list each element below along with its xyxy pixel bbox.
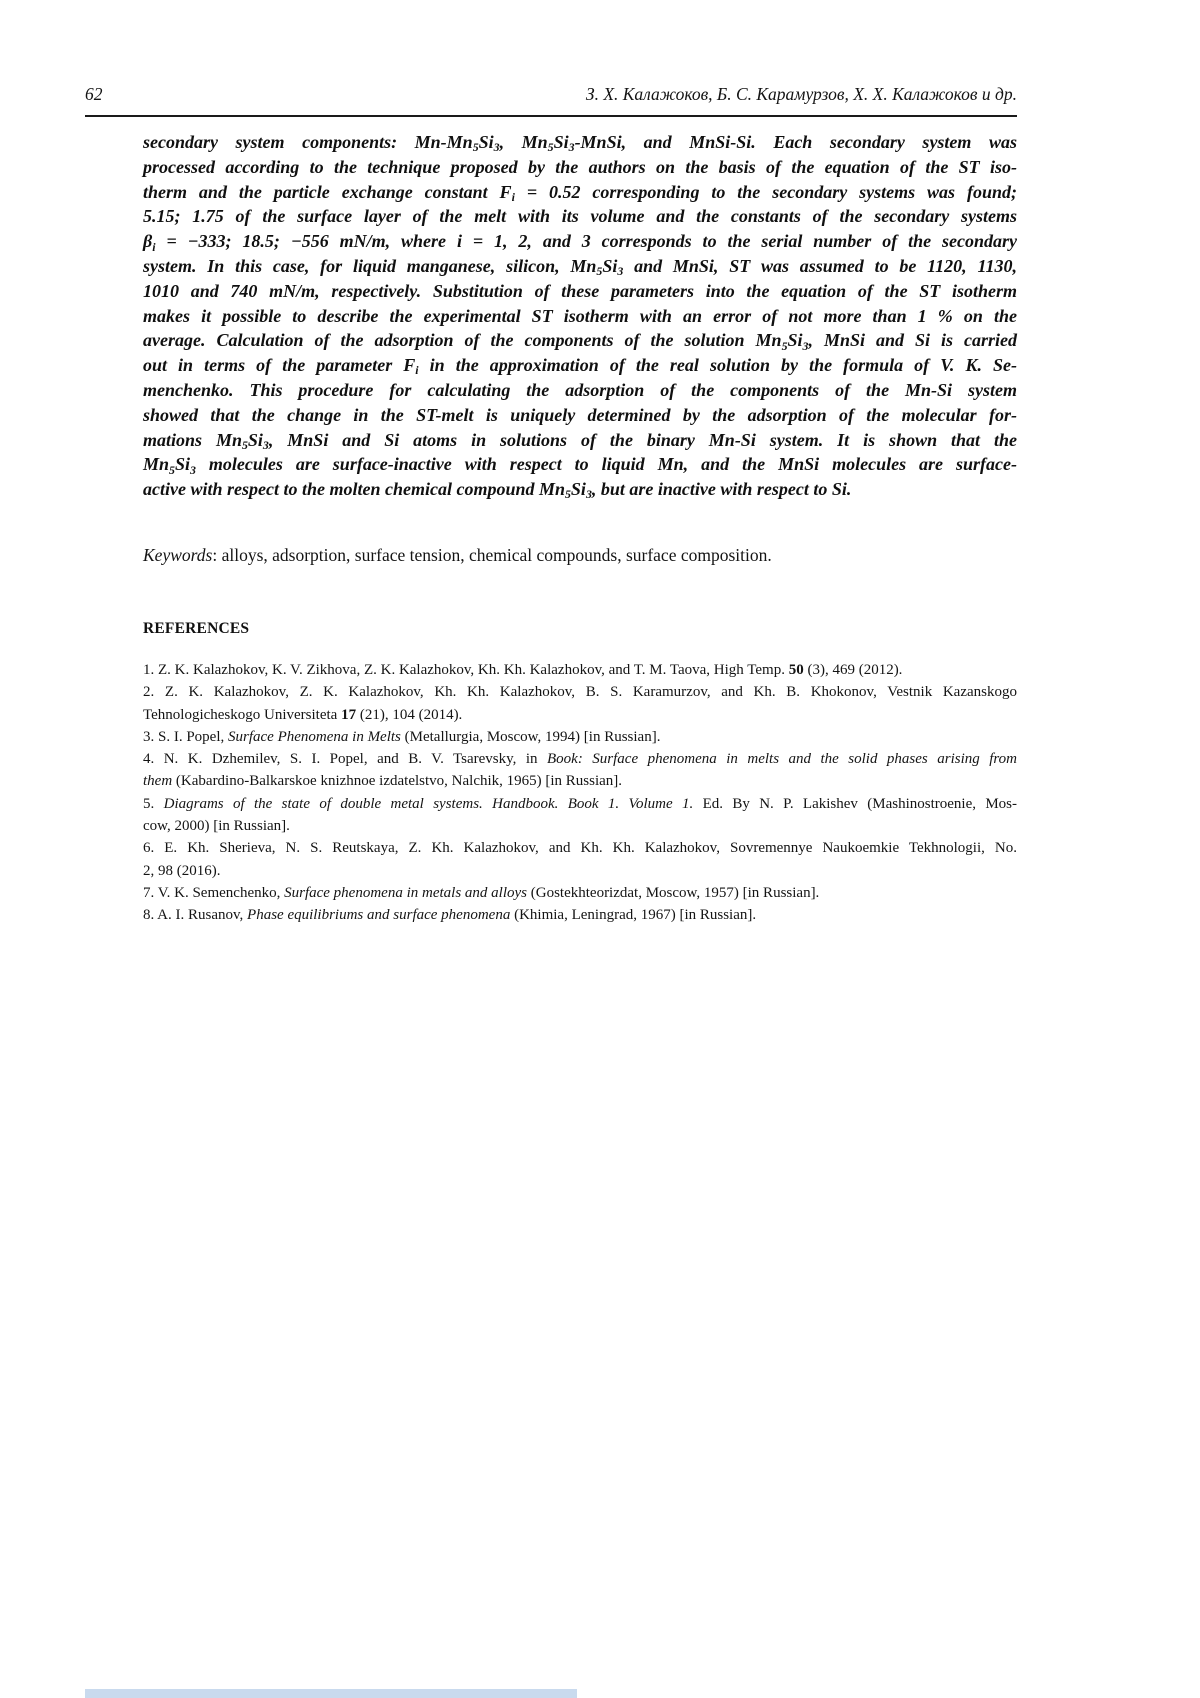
abstract-line: secondary system components: $Mn-Mn_5Si_3$, $Mn_5Si_3$-MnSi, and MnSi-Si. Each secondary system was (143, 132, 1017, 155)
running-head: З. Х. Калажоков, Б. С. Карамурзов, Х. Х. Калажоков и др. (585, 84, 1017, 104)
references-heading: REFERENCES (143, 620, 250, 637)
abstract-line: menchenko. This procedure for calculating the adsorption of the components of the Mn-Si system (143, 379, 1017, 400)
reference-line: 1. Z. K. Kalazhokov, K. V. Zikhova, Z. K. Kalazhokov, Kh. Kh. Kalazhokov, and T. M. Taova, High Temp. 50 (3), 469 (2012). (143, 662, 903, 678)
header-rule (85, 115, 1017, 117)
abstract-paragraph (143, 130, 1017, 502)
page-number: 62 (85, 84, 103, 104)
abstract-line: therm and the particle exchange constant $F_i = 0.52$ corresponding to the secondary systems was found; (143, 181, 1017, 204)
reference-line: Tehnologicheskogo Universiteta 17 (21), 104 (2014). (143, 706, 463, 723)
abstract-line: $Mn_5Si_3$ molecules are surface-inactive with respect to liquid Mn, and the MnSi molecules are surface- (143, 454, 1017, 477)
reference-line: 7. V. K. Semenchenko, Surface phenomena in metals and alloys (Gostekhteorizdat, Moscow, 1957) [in Russian]. (143, 884, 820, 901)
abstract-line: showed that the change in the ST-melt is uniquely determined by the adsorption of the molecular for- (143, 404, 1017, 425)
reference-line: 5. Diagrams of the state of double metal systems. Handbook. Book 1. Volume 1. Ed. By N. P. Lakishev (Mashinostroenie, Mos- (143, 795, 1018, 812)
abstract-line: 5.15; 1.75 of the surface layer of the melt with its volume and the constants of the secondary systems (143, 206, 1017, 227)
selection-highlight-artifact (85, 1689, 577, 1698)
abstract-line: $\beta_i = -333$; 18.5; −556 mN/m, where i = 1, 2, and 3 corresponds to the serial number of the secondary (143, 231, 1017, 254)
page-header (85, 84, 1017, 105)
abstract-line: processed according to the technique proposed by the authors on the basis of the equation of the ST iso- (143, 156, 1017, 177)
reference-line: 6. E. Kh. Sherieva, N. S. Reutskaya, Z. Kh. Kalazhokov, and Kh. Kh. Kalazhokov, Sovremennye Naukoemkie Tekhnologii, No. (143, 840, 1017, 857)
reference-line: 8. A. I. Rusanov, Phase equilibriums and surface phenomena (Khimia, Leningrad, 1967) [in Russian]. (143, 907, 757, 924)
abstract-line: makes it possible to describe the experimental ST isotherm with an error of not more than 1 % on the (143, 305, 1017, 326)
reference-line: 2, 98 (2016). (143, 862, 221, 879)
abstract-line: out in terms of the parameter $F_i$ in the approximation of the real solution by the formula of V. K. Se- (143, 355, 1017, 378)
abstract-line: system. In this case, for liquid manganese, silicon, $Mn_5Si_3$ and MnSi, ST was assumed to be 1120, 1130, (143, 255, 1017, 279)
abstract-line: mations $Mn_5Si_3$, MnSi and Si atoms in solutions of the binary Mn-Si system. It is shown that the (143, 429, 1017, 452)
reference-line: cow, 2000) [in Russian]. (143, 818, 290, 835)
abstract-line: average. Calculation of the adsorption of the components of the solution $Mn_5Si_3$, MnSi and Si is carried (143, 330, 1017, 353)
reference-line: 4. N. K. Dzhemilev, S. I. Popel, and B. V. Tsarevsky, in Book: Surface phenomena in melts and the solid phases arising from (143, 751, 1017, 768)
abstract-line: 1010 and 740 mN/m, respectively. Substitution of these parameters into the equation of the ST isotherm (143, 280, 1017, 301)
reference-line: them (Kabardino-Balkarskoe knizhnoe izdatelstvo, Nalchik, 1965) [in Russian]. (143, 773, 623, 790)
reference-line: 2. Z. K. Kalazhokov, Z. K. Kalazhokov, Kh. Kh. Kalazhokov, B. S. Karamurzov, and Kh. B. Khokonov, Vestnik Kazanskogo (143, 684, 1017, 701)
keywords-line: Keywords: alloys, adsorption, surface tension, chemical compounds, surface composition. (143, 545, 772, 565)
abstract-line: active with respect to the molten chemical compound $Mn_5Si_3$, but are inactive with respect to Si. (143, 479, 852, 502)
references-list (143, 659, 1017, 927)
reference-line: 3. S. I. Popel, Surface Phenomena in Melts (Metallurgia, Moscow, 1994) [in Russian]. (143, 728, 661, 745)
